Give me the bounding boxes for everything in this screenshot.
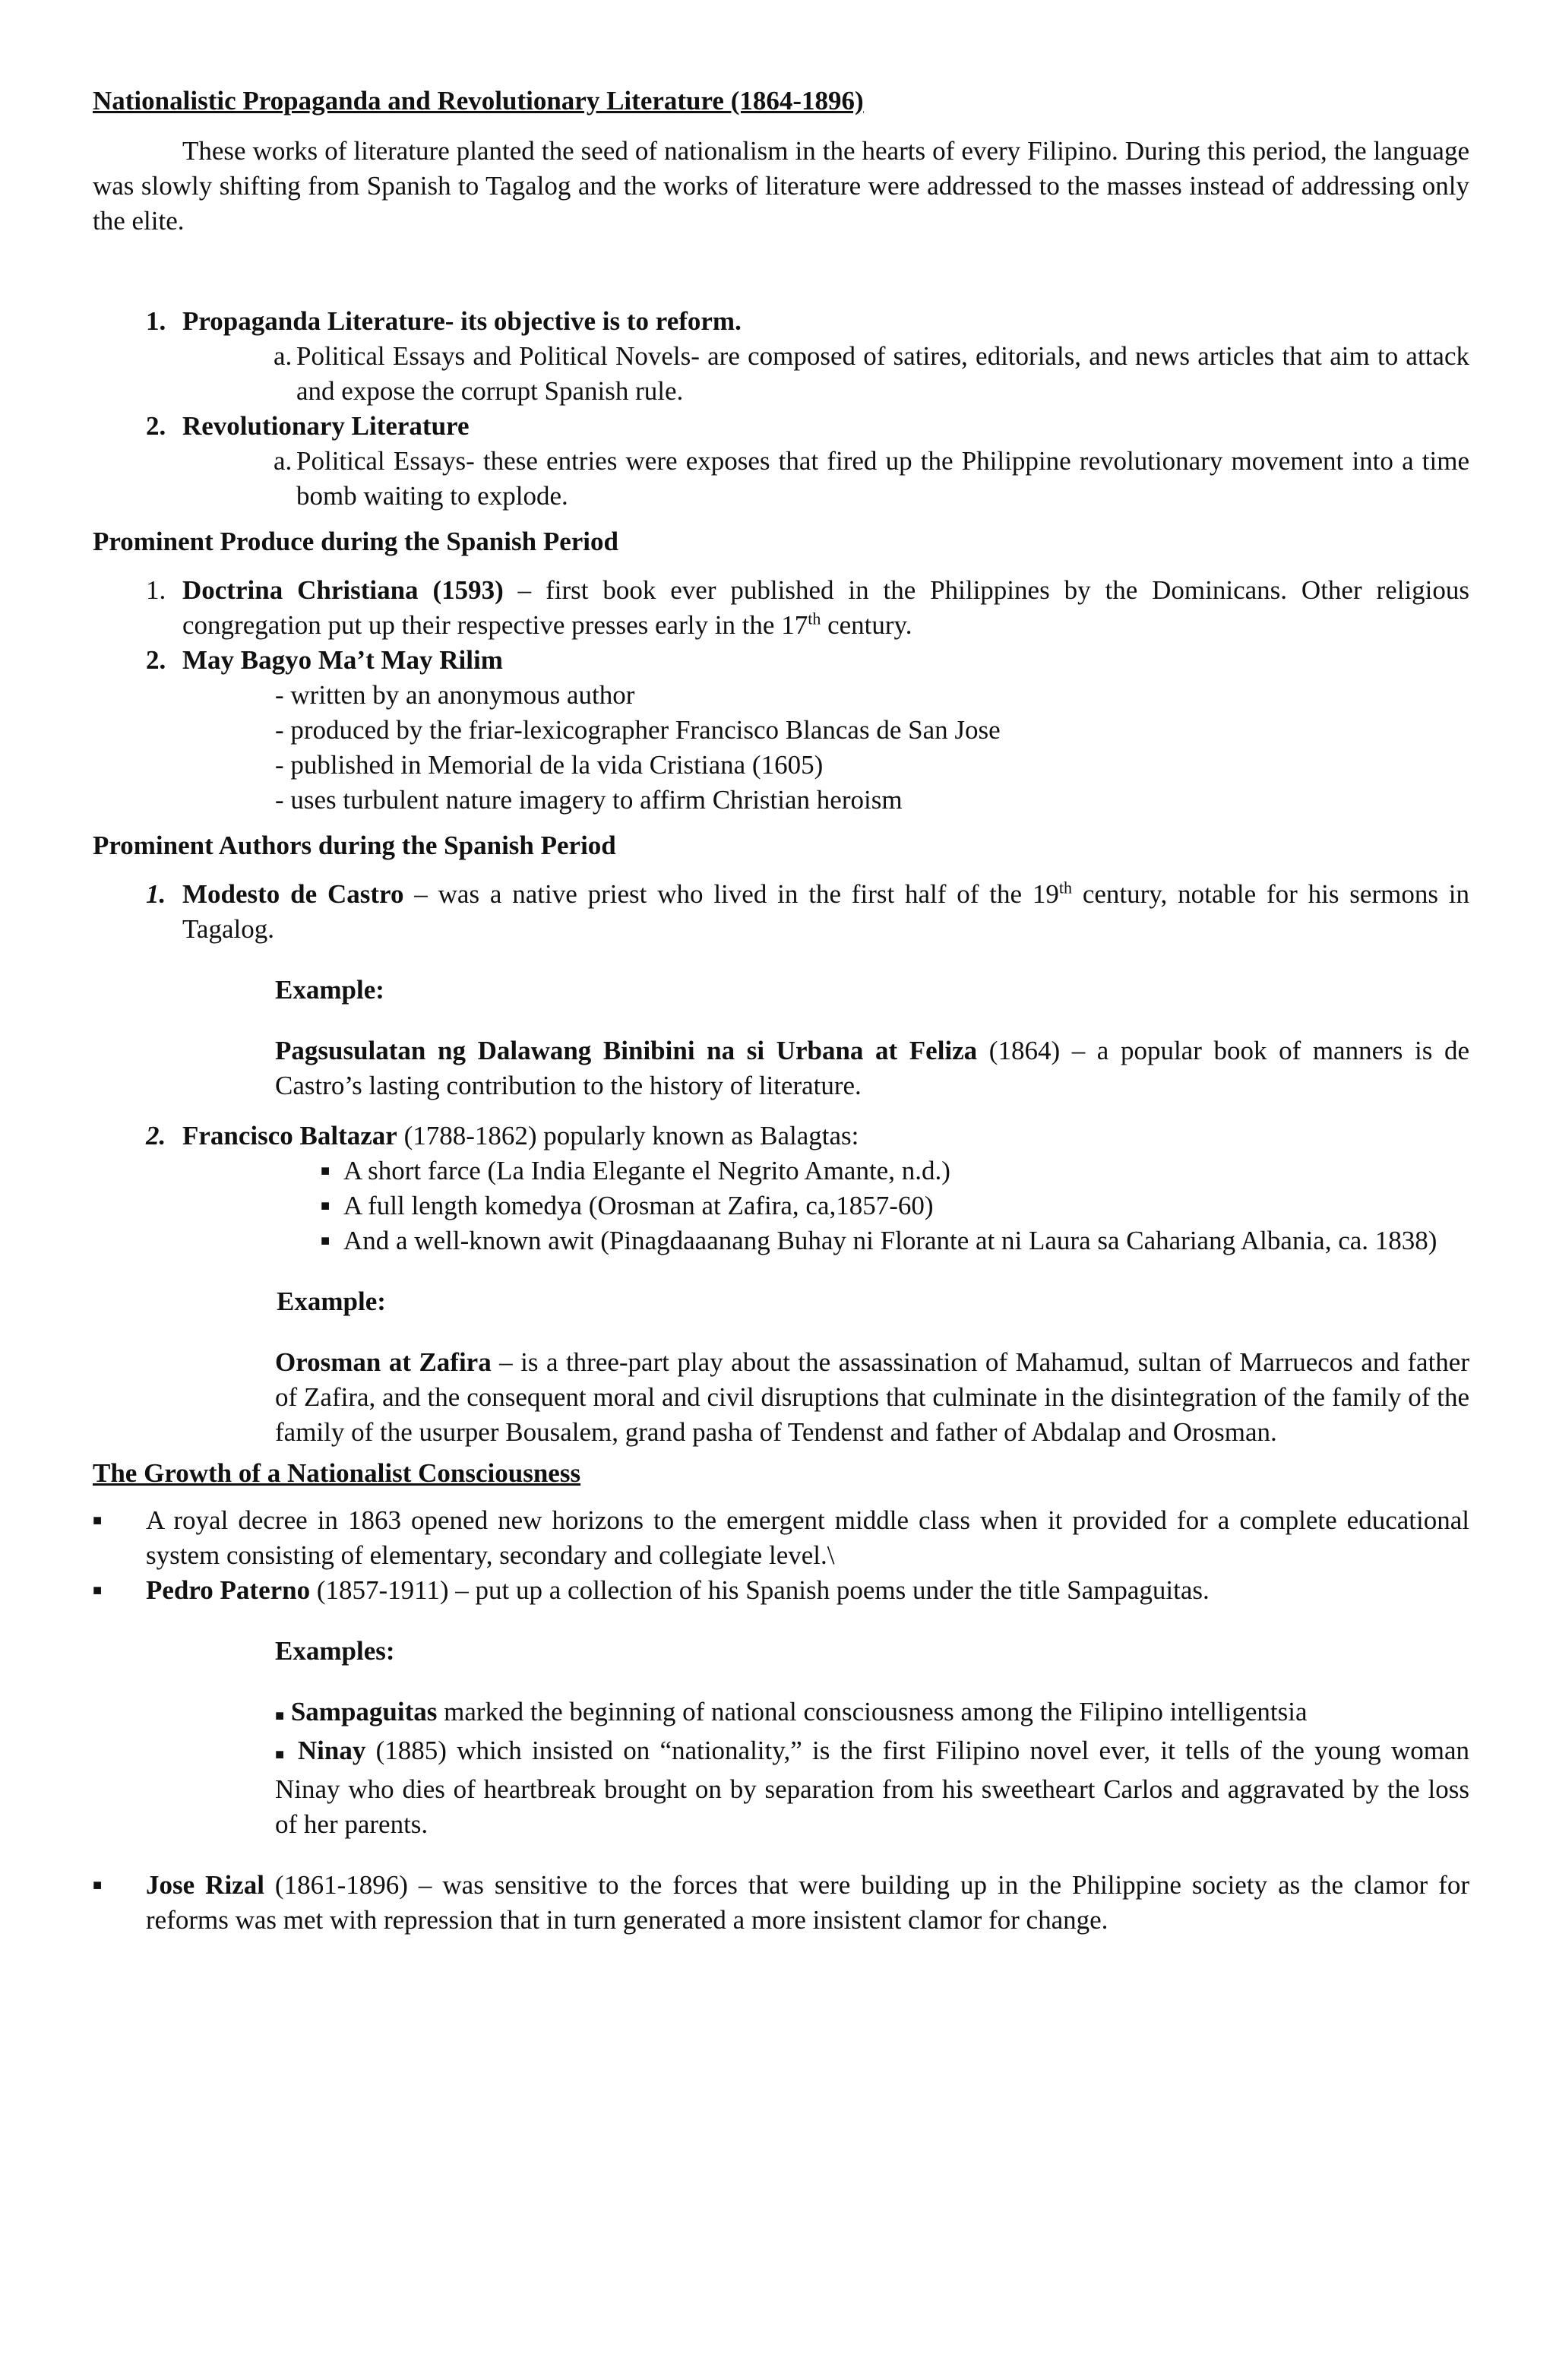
example-text [93, 1033, 1469, 1103]
sub-list-mark: a. [274, 446, 293, 476]
section-heading: The Growth of a Nationalist Consciousness [93, 1458, 581, 1488]
square-bullet-icon: ■ [321, 1163, 330, 1179]
list-number: 2. [146, 645, 166, 675]
list-number: 1. [146, 306, 166, 336]
example-text [93, 1733, 1469, 1842]
bullet-text: A royal decree in 1863 opened new horizons to the emergent middle class when it provided for a complete educational system consisting of elementary, secondary and collegiate level.\ [146, 1505, 1469, 1570]
list-item [93, 573, 1469, 643]
list-item [93, 643, 1469, 678]
bullet-text: (1857-1911) – put up a collection of his Spanish poems under the title Sampaguitas. [310, 1575, 1210, 1605]
square-bullet-icon: ■ [275, 1707, 285, 1724]
item-name: May Bagyo Ma’t May Rilim [182, 645, 503, 675]
list-number: 1. [146, 575, 166, 605]
section-heading: Prominent Authors during the Spanish Period [93, 831, 616, 860]
list-item [146, 304, 1469, 339]
sub-list-item [146, 339, 1469, 409]
item-text: (1788-1862) popularly known as Balagtas: [397, 1121, 859, 1150]
work-text: And a well-known awit (Pinagdaaanang Buhay ni Florante at ni Laura sa Cahariang Albania, ca. 1838) [343, 1226, 1437, 1255]
example-title: Orosman at Zafira [275, 1347, 492, 1377]
person-name: Pedro Paterno [146, 1575, 311, 1605]
sub-list-mark: a. [274, 341, 293, 371]
square-bullet-icon: ■ [93, 1877, 103, 1894]
dash-list-item: - produced by the friar-lexicographer Francisco Blancas de San Jose [275, 715, 1001, 745]
dash-list-item: - written by an anonymous author [275, 680, 635, 710]
example-label: Examples: [275, 1636, 395, 1666]
square-bullet-icon: ■ [93, 1512, 103, 1529]
dash-list-item: - uses turbulent nature imagery to affirm Christian heroism [275, 785, 903, 815]
example-body: – is a three-part play about the assassination of Mahamud, sultan of Marruecos and father of Zafira, and the consequent moral and civil disruptions that culminate in the disintegration of the family of the family of the usurper Bousalem, grand pasha of Tendenst and father of Abdalap and Orosman. [275, 1347, 1469, 1447]
item-text: – was a native priest who lived in the first half of the 19 [403, 879, 1059, 909]
list-item [321, 1223, 1469, 1258]
example-text [93, 1345, 1469, 1450]
sub-list-text: Political Essays- these entries were exposes that fired up the Philippine revolutionary movement into a time bomb waiting to explode. [296, 446, 1469, 511]
square-bullet-icon: ■ [275, 1746, 288, 1763]
example-body: (1864) – a popular book of manners is de Castro’s lasting contribution to the history of literature. [275, 1036, 1469, 1100]
example-text [93, 1695, 1469, 1733]
square-bullet-icon: ■ [93, 1582, 103, 1599]
dash-list-item: - published in Memorial de la vida Cristiana (1605) [275, 750, 824, 780]
list-item [93, 1573, 1469, 1608]
example-body: marked the beginning of national consciousness among the Filipino intelligentsia [437, 1697, 1308, 1726]
sub-list-text: Political Essays and Political Novels- are composed of satires, editorials, and news articles that aim to attack and expose the corrupt Spanish rule. [296, 341, 1469, 406]
work-text: A full length komedya (Orosman at Zafira, ca,1857-60) [343, 1191, 934, 1220]
example-title: Ninay [297, 1736, 366, 1765]
list-item [93, 1503, 1469, 1573]
works-list [93, 1154, 1469, 1258]
author-name: Modesto de Castro [182, 879, 404, 909]
list-number: 2. [146, 411, 166, 441]
document-page [93, 84, 1469, 1938]
section-heading: Prominent Produce during the Spanish Period [93, 527, 618, 556]
list-item-title: Revolutionary Literature [182, 411, 470, 441]
example-title: Sampaguitas [290, 1697, 438, 1726]
item-text: century. [821, 610, 912, 640]
item-text: century, notable for his sermons in Tagalog. [182, 879, 1470, 944]
square-bullet-icon: ■ [321, 1198, 330, 1214]
intro-paragraph: These works of literature planted the seed of nationalism in the hearts of every Filipino. During this period, the language was slowly shifting from Spanish to Tagalog and the works of literature were addressed to the masses instead of addressing only the elite. [93, 136, 1469, 236]
page-title: Nationalistic Propaganda and Revolutionary Literature (1864-1896) [93, 86, 864, 116]
item-text: – first book ever published in the Philippines by the Dominicans. Other religious congregation put up their respective presses early in the 17 [182, 575, 1470, 640]
author-name: Francisco Baltazar [182, 1121, 397, 1150]
list-number: 1. [146, 879, 166, 909]
list-item [321, 1154, 1469, 1188]
list-item-title: Propaganda Literature- its objective is to reform. [182, 306, 742, 336]
example-body: (1885) which insisted on “nationality,” is the first Filipino novel ever, it tells of the young woman Ninay who dies of heartbreak brought on by separation from his sweetheart Carlos and aggravated by the loss of her parents. [275, 1736, 1469, 1839]
bullet-text: (1861-1896) – was sensitive to the forces that were building up in the Philippine society as the clamor for reforms was met with repression that in turn generated a more insistent clamor for change. [146, 1870, 1469, 1935]
list-item [321, 1188, 1469, 1223]
work-text: A short farce (La India Elegante el Negrito Amante, n.d.) [343, 1156, 950, 1185]
example-label: Example: [275, 975, 384, 1005]
person-name: Jose Rizal [146, 1870, 264, 1900]
example-label: Example: [277, 1287, 386, 1316]
list-number: 2. [146, 1121, 166, 1150]
list-item [146, 409, 1469, 444]
list-item [93, 877, 1469, 947]
list-item [93, 1868, 1469, 1938]
superscript: th [1058, 878, 1072, 897]
literature-types-list [93, 304, 1469, 514]
sub-list-item [146, 444, 1469, 514]
example-title: Pagsusulatan ng Dalawang Binibini na si Urbana at Feliza [275, 1036, 978, 1065]
list-item [93, 1119, 1469, 1154]
superscript: th [808, 609, 821, 628]
item-name: Doctrina Christiana (1593) [182, 575, 504, 605]
square-bullet-icon: ■ [321, 1233, 330, 1249]
